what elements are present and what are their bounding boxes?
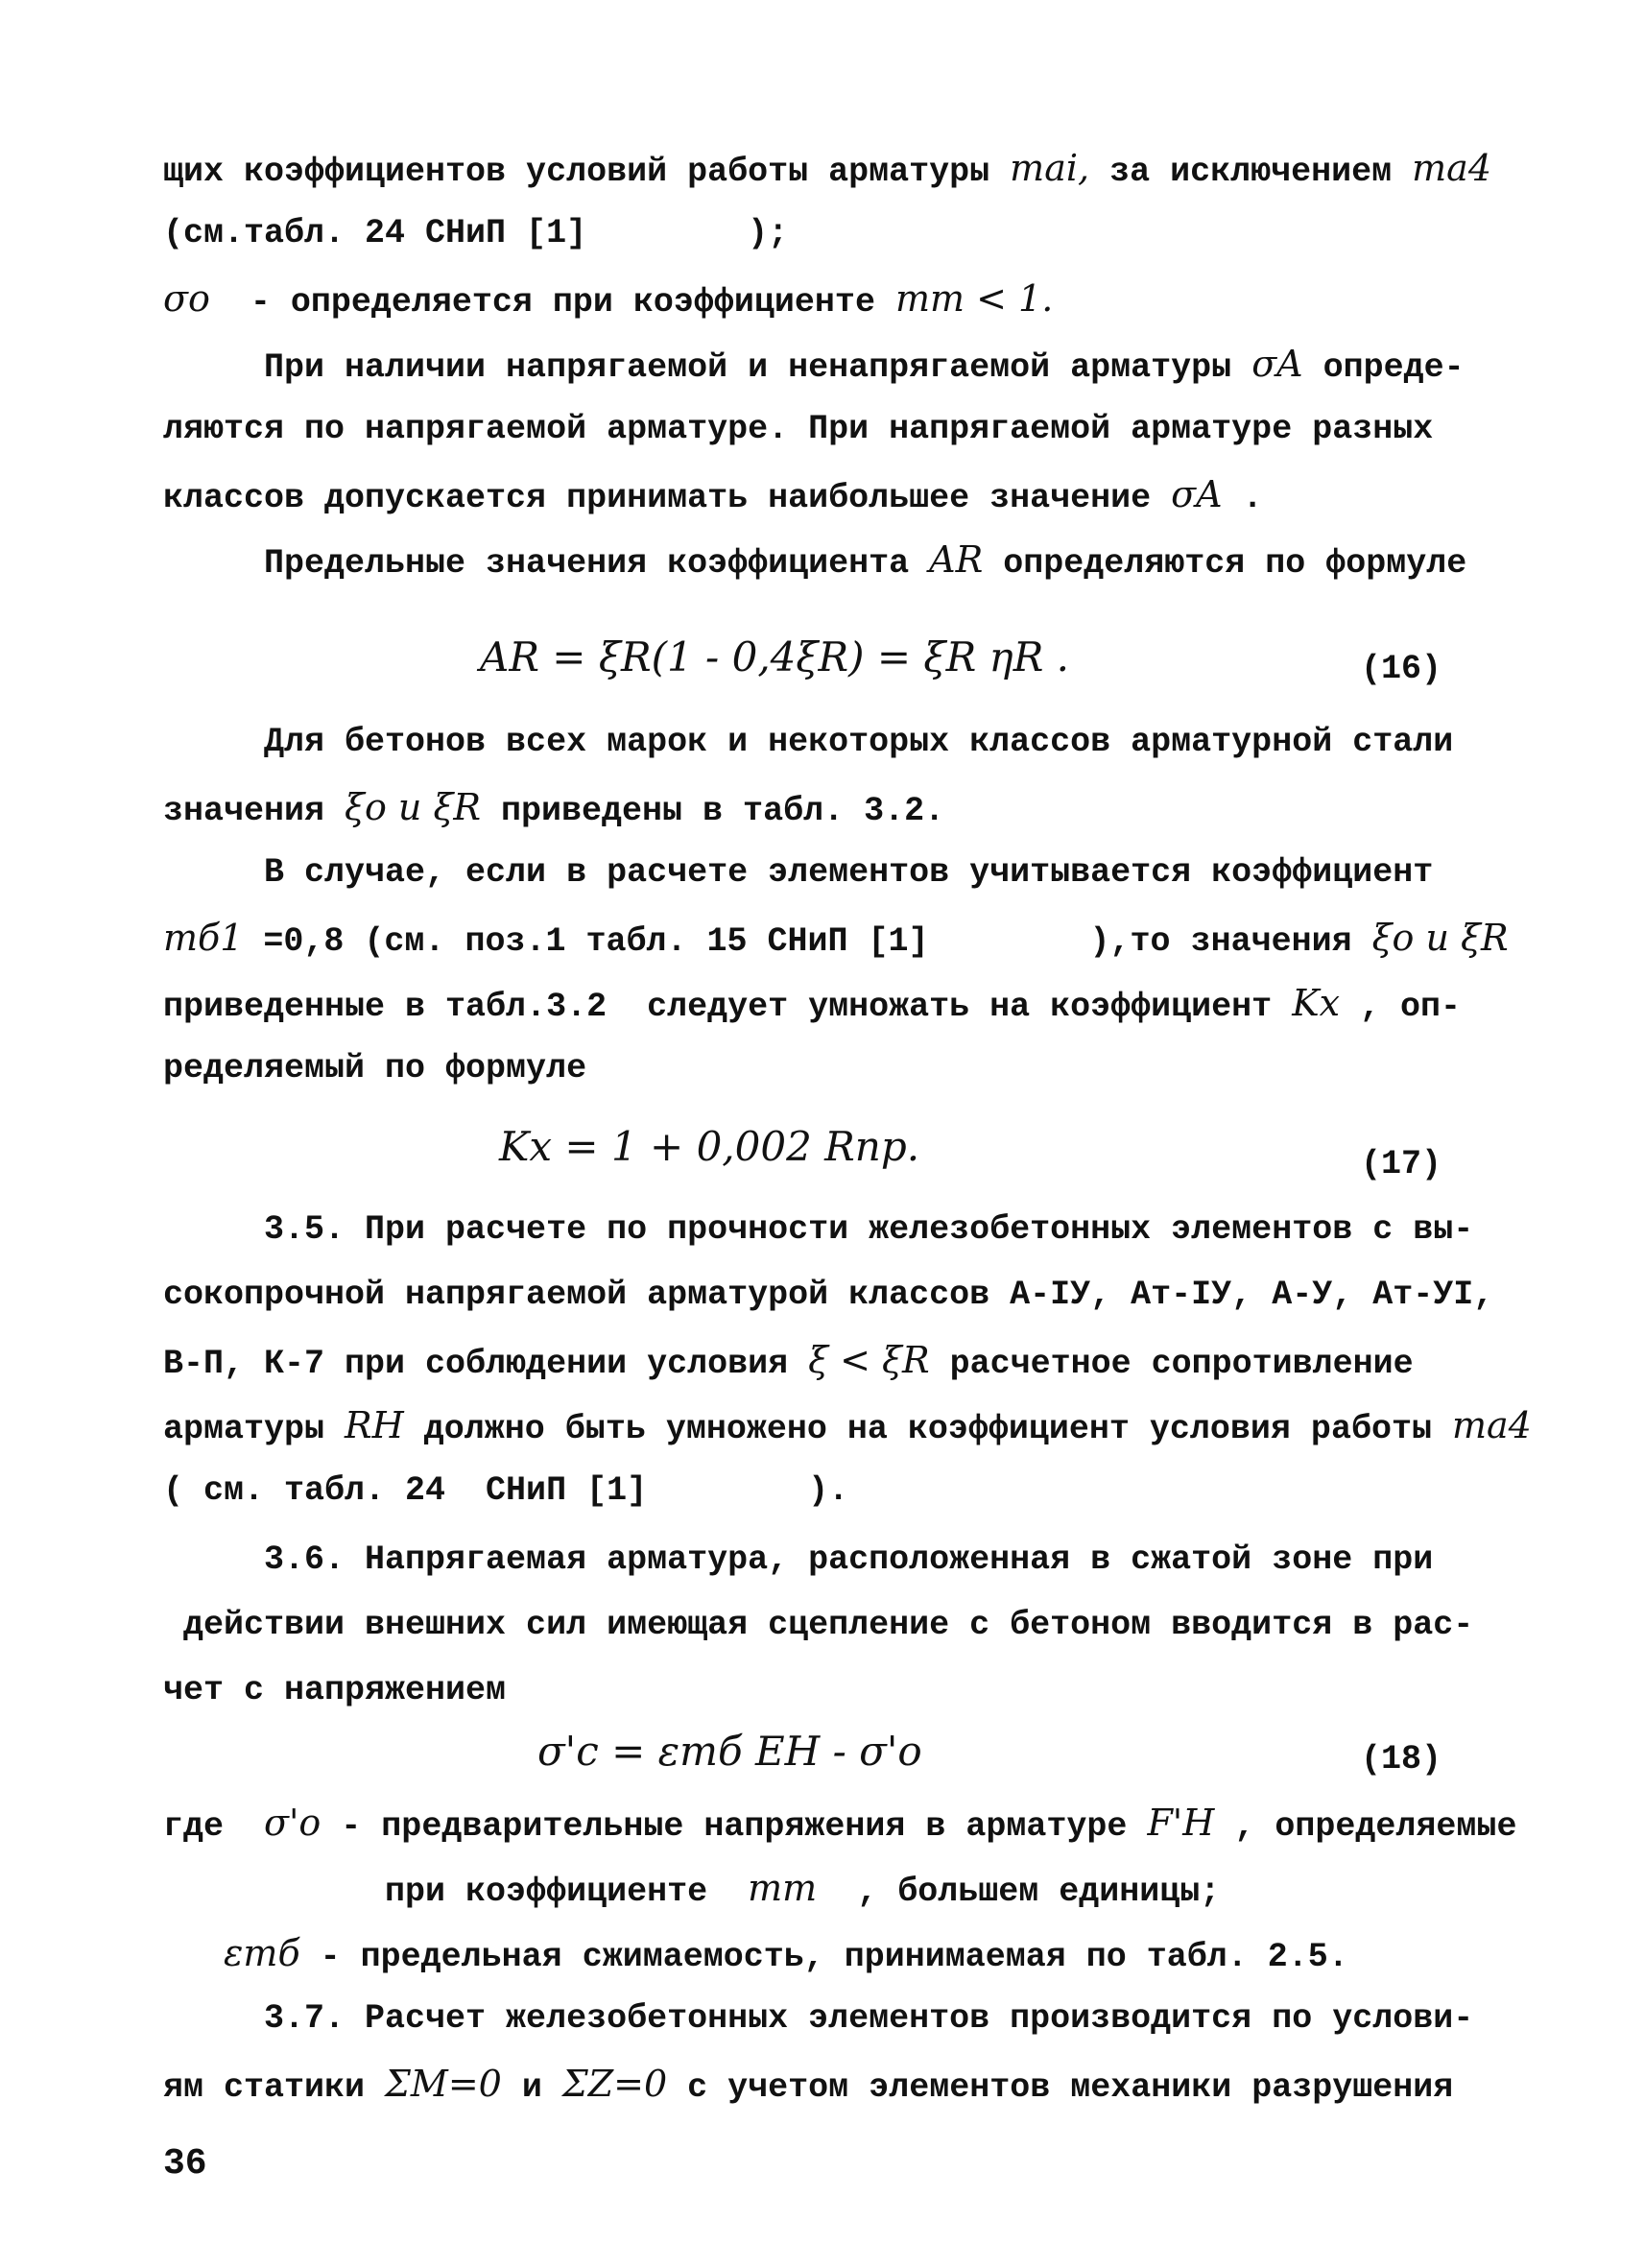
page-number: 36 [163, 2143, 207, 2184]
text-line: щих коэффициентов условий работы арматуры mai, за исключением ma4 [163, 147, 1492, 191]
text-line: В-П, К-7 при соблюдении условия ξ < ξR расчетное сопротивление [163, 1339, 1414, 1383]
formula-symbol: mai, [1010, 147, 1090, 189]
equation-16: AR = ξR(1 - 0,4ξR) = ξR ηR . [480, 633, 1070, 680]
text-line: арматуры RH должно быть умножено на коэффициент условия работы ma4 [163, 1404, 1532, 1448]
formula-symbol: mб1 [163, 917, 244, 959]
text-line: значения ξo и ξR приведены в табл. 3.2. [163, 786, 945, 830]
equation-18: σ'c = εmб EH - σ'o [537, 1728, 922, 1775]
text-line: ям статики ΣM=0 и ΣZ=0 с учетом элементов механики разрушения [163, 2063, 1454, 2107]
equation-number: (18) [1361, 1740, 1442, 1779]
text-line: действии внешних сил имеющая сцепление с бетоном вводится в рас- [163, 1606, 1474, 1644]
formula-symbol: ma4 [1451, 1404, 1532, 1446]
text-line: при коэффициенте mт , большем единицы; [163, 1867, 1221, 1911]
text-line: 3.5. При расчете по прочности железобетонных элементов с вы- [163, 1210, 1474, 1249]
text-line: приведенные в табл.3.2 следует умножать на коэффициент Kx , оп- [163, 982, 1462, 1026]
formula-symbol: σo [163, 277, 210, 320]
equation-number: (16) [1361, 650, 1442, 688]
formula-symbol: ma4 [1412, 147, 1492, 189]
text-line: 3.7. Расчет железобетонных элементов производится по услови- [163, 1999, 1474, 2038]
text-line: Для бетонов всех марок и некоторых классов арматурной стали [163, 723, 1454, 761]
formula-symbol: εmб [224, 1932, 300, 1974]
text-line: где σ'o - предварительные напряжения в арматуре F'H , определяемые [163, 1802, 1517, 1846]
text-line: классов допускается принимать наибольшее значение σA . [163, 473, 1263, 517]
text-line: сокопрочной напрягаемой арматурой классов А-IУ, Ат-IУ, А-У, Ат-УI, [163, 1276, 1494, 1314]
text-line: При наличии напрягаемой и ненапрягаемой арматуры σA опреде- [163, 343, 1465, 387]
text-line: ( см. табл. 24 СНиП [1] ). [163, 1471, 849, 1510]
text-line: ляются по напрягаемой арматуре. При напрягаемой арматуре разных [163, 410, 1434, 448]
formula-symbol: σA [1251, 343, 1303, 385]
text-line: В случае, если в расчете элементов учитывается коэффициент [163, 853, 1434, 892]
text-line: σo - определяется при коэффициенте mт < 1. [163, 277, 1054, 322]
formula-symbol: Kx [1292, 982, 1341, 1024]
equation-number: (17) [1361, 1145, 1442, 1183]
formula-symbol: AR [929, 538, 984, 581]
formula-symbol: σA [1171, 473, 1223, 515]
text-line: mб1 =0,8 (см. поз.1 табл. 15 СНиП [1] ),то значения ξo и ξR [163, 917, 1509, 961]
formula-symbol: mт [748, 1867, 818, 1909]
formula-symbol: F'H [1147, 1802, 1215, 1844]
text-line: (см.табл. 24 СНиП [1] ); [163, 214, 789, 252]
text-line: 3.6. Напрягаемая арматура, расположенная в сжатой зоне при [163, 1540, 1434, 1579]
formula-symbol: ΣZ=0 [561, 2063, 668, 2105]
formula-symbol: mт < 1. [894, 277, 1054, 320]
formula-symbol: σ'o [264, 1802, 322, 1844]
text-line: Предельные значения коэффициента AR определяются по формуле [163, 538, 1467, 583]
text-line: ределяемый по формуле [163, 1049, 587, 1087]
formula-symbol: ξ < ξR [808, 1339, 930, 1381]
equation-17: Kx = 1 + 0,002 Rпр. [499, 1123, 920, 1170]
formula-symbol: ξo и ξR [345, 786, 482, 828]
text-line: чет с напряжением [163, 1671, 507, 1709]
formula-symbol: ΣM=0 [385, 2063, 502, 2105]
formula-symbol: ξo и ξR [1371, 917, 1509, 959]
formula-symbol: RH [345, 1404, 404, 1446]
text-line: εmб - предельная сжимаемость, принимаемая по табл. 2.5. [224, 1932, 1348, 1976]
